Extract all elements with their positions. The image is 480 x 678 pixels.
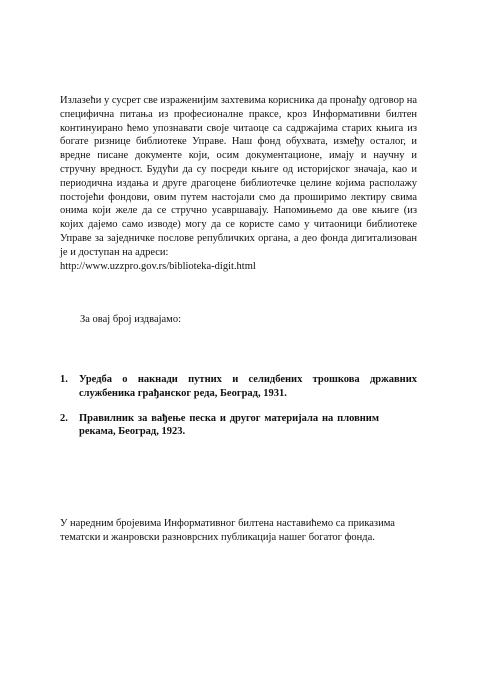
closing-paragraph: У наредним бројевима Информативног билтена наставићемо са приказима тематски и жанровски разноврсних публикација нашег богатог фонда. <box>60 518 395 543</box>
publication-number: 1. <box>60 374 68 385</box>
publication-item <box>60 373 417 401</box>
publication-title: Правилник за вађење песка и другог материјала на пловним рекама, Београд, 1923. <box>79 412 379 438</box>
section-lead: За овај број издвајамо: <box>80 314 181 325</box>
publication-item <box>60 412 417 440</box>
publication-list <box>60 373 417 450</box>
intro-paragraph <box>60 94 417 273</box>
publication-title: Уредба о накнади путних и селидбених трошкова државних службеника грађанског реда, Београд, 1931. <box>79 374 417 399</box>
intro-text: Излазећи у сусрет све израженијим захтевима корисника да пронађу одговор на специфична питања из професионалне праксе, кроз Информативни билтен континуирано ћемо упознавати своје читаоце са садржајима старих књига из богате ризнице библиотеке Управе. Наш фонд обухвата, између осталог, и вредне писане документе који, осим документационе, имају и научну и стручну вредност. Будући да су посреди књиге од историјског значаја, као и периодична издања и друге драгоцене библиотечке целине којима располажу постојећи фондови, овим путем настојали смо да проширимо лектиру свима онима који желе да се стручно усавршавају. Напомињемо да ове књиге (из којих дајемо само изводе) могу да се користе само у читаоници библиотеке Управе за заједничке послове републичких органа, а део фонда дигитализован је и доступан на адреси: <box>60 95 417 258</box>
library-url-link[interactable]: http://www.uzzpro.gov.rs/biblioteka-digit.html <box>60 260 256 272</box>
publication-number: 2. <box>60 412 68 424</box>
